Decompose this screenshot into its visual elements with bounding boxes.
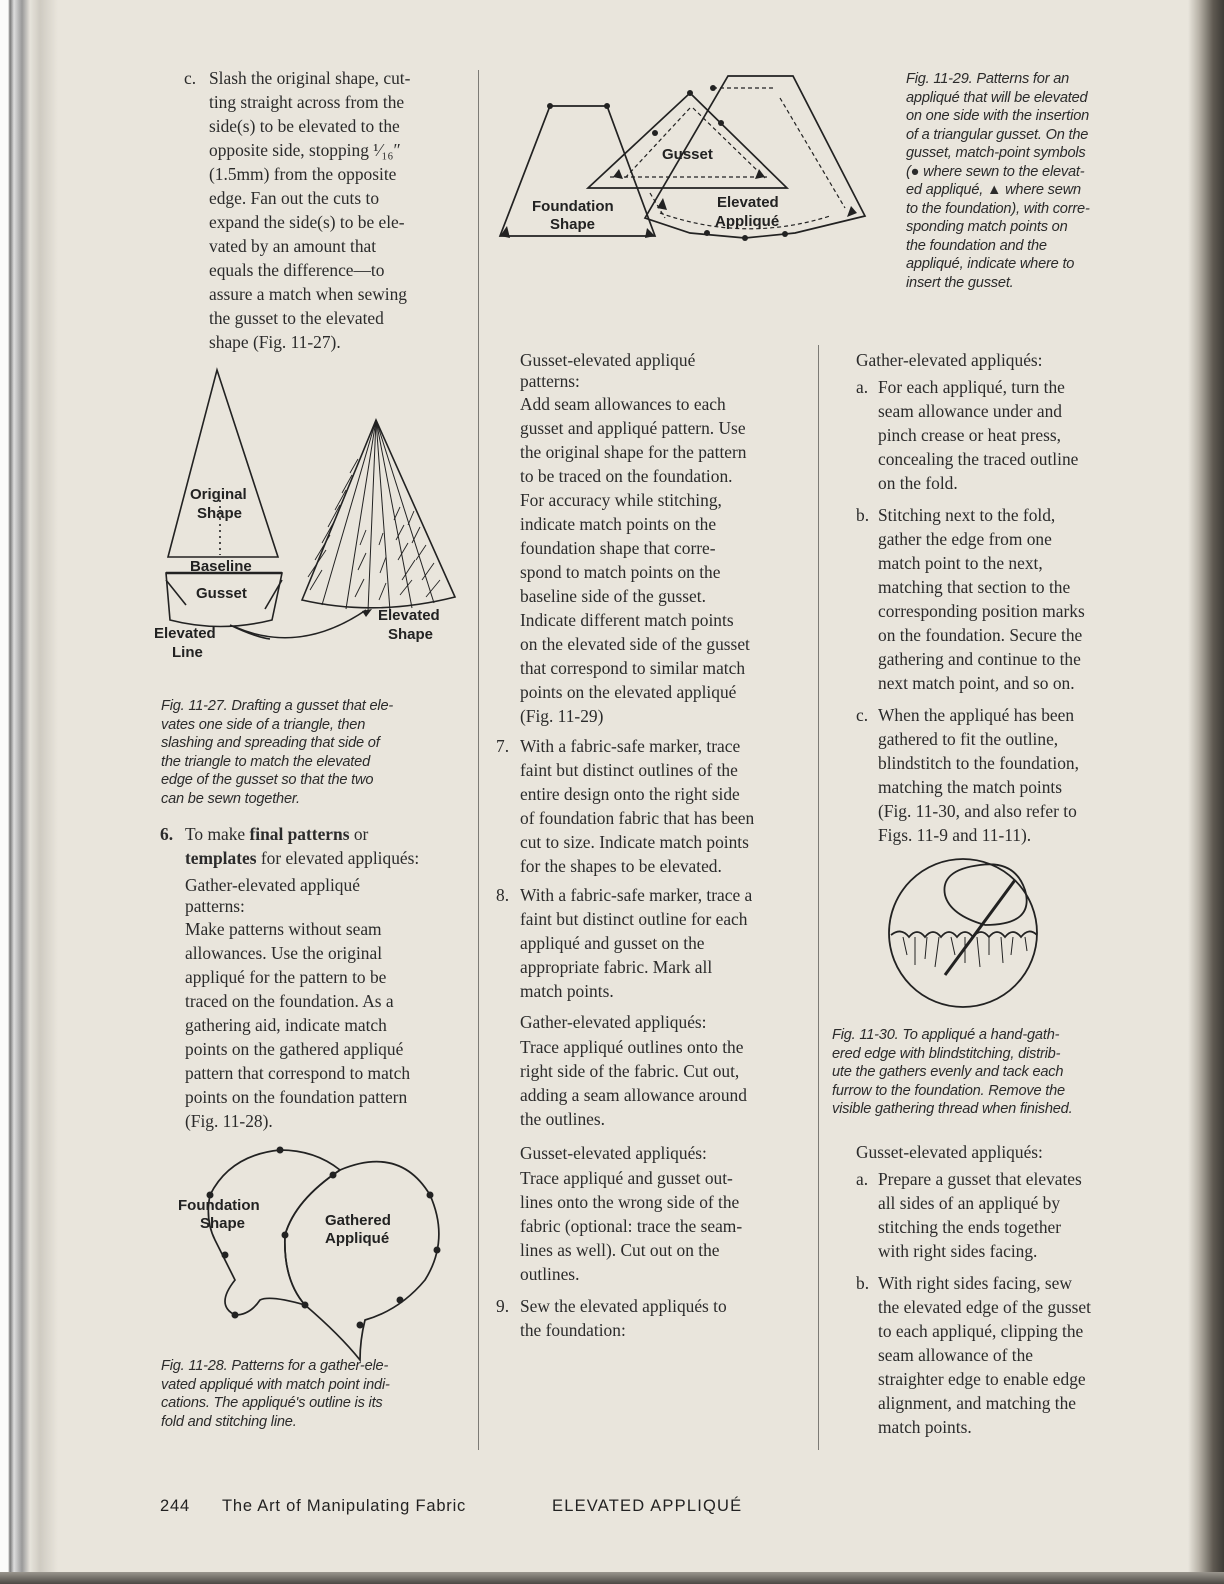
caption-line: ered edge with blindstitching, distrib- <box>832 1045 1061 1062</box>
subheading-gusset-patterns <box>520 350 805 392</box>
heading-line: Gusset-elevated appliqué <box>520 350 696 370</box>
caption-line: ed appliqué, ▲ where sewn <box>906 182 1081 198</box>
label-elevated-applique-2: Appliqué <box>715 213 780 230</box>
text-line: Figs. 11-9 and 11-11). <box>878 825 1032 845</box>
step-marker: a. <box>856 377 869 397</box>
text-line: the original shape for the pattern <box>520 442 747 462</box>
subheading-gusset-appliques: Gusset-elevated appliqués: <box>520 1143 707 1163</box>
label-gathered-applique-1: Gathered <box>325 1212 391 1229</box>
text-line: appliqué for the pattern to be <box>185 967 387 987</box>
text-line: ting straight across from the <box>209 92 405 112</box>
text-line: adding a seam allowance around <box>520 1085 747 1105</box>
gusset-section <box>856 1142 1146 1439</box>
text-line: Add seam allowances to each <box>520 394 726 414</box>
text-line: assure a match when sewing <box>209 284 407 304</box>
text-line: pattern that correspond to match <box>185 1063 411 1083</box>
text-line: vated by an amount that <box>209 236 377 256</box>
label-gusset: Gusset <box>662 146 713 163</box>
gather-step-a <box>856 375 1146 495</box>
text-line: match point to the next, <box>878 553 1043 573</box>
caption-line: Fig. 11-29. Patterns for an <box>906 71 1070 87</box>
gather-section <box>856 350 1146 847</box>
text-line: points on the foundation pattern <box>185 1087 408 1107</box>
text-span: or <box>349 824 369 844</box>
column-rule-2 <box>818 345 819 1450</box>
text-line: Indicate different match points <box>520 610 734 630</box>
text-line: outlines. <box>520 1264 580 1284</box>
text-line: all sides of an appliqué by <box>878 1193 1061 1213</box>
text-line: gathering and continue to the <box>878 649 1081 669</box>
label-elevated-applique-1: Elevated <box>717 194 779 211</box>
chapter-title: ELEVATED APPLIQUÉ <box>552 1497 743 1515</box>
step-6-intro-line-2 <box>185 846 470 870</box>
step-7-number: 7. <box>496 736 510 756</box>
label-foundation-shape-1: Foundation <box>532 198 614 215</box>
label-original-shape-1: Original <box>190 486 247 503</box>
figure-11-27 <box>150 365 470 665</box>
page-bottom-shadow <box>0 1572 1224 1584</box>
caption-fig-11-28 <box>161 1357 471 1431</box>
text-line: (Fig. 11-28). <box>185 1111 273 1131</box>
step-c-text <box>209 66 464 354</box>
step-marker: a. <box>856 1169 869 1189</box>
figure-11-29 <box>495 68 885 253</box>
text-line: spond to match points on the <box>520 562 721 582</box>
label-elevated-shape-1: Elevated <box>378 607 440 624</box>
text-line: Trace appliqué outlines onto the <box>520 1037 744 1057</box>
text-line: concealing the traced outline <box>878 449 1079 469</box>
column-rule-1 <box>478 70 479 1450</box>
caption-fig-11-29 <box>906 70 1156 292</box>
gusset-appliques-section <box>520 1143 805 1286</box>
text-line: seam allowance under and <box>878 401 1062 421</box>
applique-gathered-edge <box>891 931 1037 937</box>
text-line: baseline side of the gusset. <box>520 586 706 606</box>
text-line: Make patterns without seam <box>185 919 382 939</box>
text-line: side(s) to be elevated to the <box>209 116 400 136</box>
caption-line: Fig. 11-27. Drafting a gusset that ele- <box>161 698 394 714</box>
caption-fig-11-27 <box>161 697 471 808</box>
caption-line: the triangle to match the elevated <box>161 753 370 770</box>
text-line: points on the elevated appliqué <box>520 682 737 702</box>
text-line: for the shapes to be elevated. <box>520 856 722 876</box>
step-6-number: 6. <box>160 824 174 844</box>
text-line: straighter edge to enable edge <box>878 1369 1086 1389</box>
text-span: for elevated appliqués: <box>256 848 420 868</box>
label-gusset: Gusset <box>196 585 247 602</box>
text-line: on the elevated side of the gusset <box>520 634 750 654</box>
label-original-shape-2: Shape <box>197 505 243 522</box>
caption-line: fold and stitching line. <box>161 1413 297 1430</box>
step-6 <box>160 822 470 1133</box>
caption-line: can be sewn together. <box>161 790 300 807</box>
label-elevated-shape-2: Shape <box>388 626 434 643</box>
figure-11-28 <box>175 1140 455 1365</box>
text-line: faint but distinct outline for each <box>520 909 748 929</box>
caption-fig-11-30 <box>832 1026 1142 1119</box>
heading-line: patterns: <box>520 371 580 391</box>
text-line: on the foundation. Secure the <box>878 625 1083 645</box>
text-line: (Fig. 11-29) <box>520 706 604 726</box>
caption-line: slashing and spreading that side of <box>161 735 380 751</box>
text-line: faint but distinct outlines of the <box>520 760 738 780</box>
text-line: expand the side(s) to be ele- <box>209 212 405 232</box>
step-c <box>184 66 464 354</box>
caption-line: furrow to the foundation. Remove the <box>832 1082 1065 1099</box>
label-gathered-applique-2: Appliqué <box>325 1230 390 1247</box>
caption-line: Fig. 11-30. To appliqué a hand-gath- <box>832 1027 1060 1043</box>
heading-line: Gather-elevated appliqué <box>185 875 360 895</box>
label-baseline: Baseline <box>190 558 252 575</box>
text-bold: templates <box>185 848 257 868</box>
text-line: with right sides facing. <box>878 1241 1038 1261</box>
foundation-shape-outline <box>208 1150 340 1315</box>
text-line: gathering aid, indicate match <box>185 1015 387 1035</box>
text-span: To make <box>185 824 250 844</box>
text-line: on the fold. <box>878 473 958 493</box>
text-line: appliqué and gusset on the <box>520 933 705 953</box>
text-line: Sew the elevated appliqués to <box>520 1296 727 1316</box>
figure-11-30 <box>885 855 1045 1015</box>
text-line: match points. <box>520 981 614 1001</box>
subheading-gather-appliques: Gather-elevated appliqués: <box>856 350 1043 370</box>
text-line: seam allowance of the <box>878 1345 1033 1365</box>
text-line: to each appliqué, clipping the <box>878 1321 1084 1341</box>
text-line: shape (Fig. 11-27). <box>209 332 341 352</box>
step-9-number: 9. <box>496 1296 510 1316</box>
text-line: points on the gathered appliqué <box>185 1039 404 1059</box>
original-shape-triangle <box>168 370 278 557</box>
text-line: right side of the fabric. Cut out, <box>520 1061 740 1081</box>
gather-step-b <box>856 503 1146 695</box>
label-elevated-line-1: Elevated <box>154 625 216 642</box>
caption-line: visible gathering thread when finished. <box>832 1101 1073 1117</box>
gathered-applique-outline <box>285 1162 439 1360</box>
text-line: match points. <box>878 1417 972 1437</box>
heading-line: patterns: <box>185 896 245 916</box>
text-line: cut to size. Indicate match points <box>520 832 749 852</box>
text-line: matching that section to the <box>878 577 1071 597</box>
text-line: With right sides facing, sew <box>878 1273 1072 1293</box>
text-line: gathered to fit the outline, <box>878 729 1059 749</box>
step-8-number: 8. <box>496 885 510 905</box>
text-line: appropriate fabric. Mark all <box>520 957 713 977</box>
step-c-marker: c. <box>184 68 197 88</box>
step-marker: b. <box>856 505 870 525</box>
caption-line: appliqué, indicate where to <box>906 256 1075 272</box>
page-number: 244 <box>160 1497 190 1515</box>
caption-line: ute the gathers evenly and tack each <box>832 1064 1064 1080</box>
book-title: The Art of Manipulating Fabric <box>222 1497 467 1515</box>
text-line: next match point, and so on. <box>878 673 1075 693</box>
text-line: stitching the ends together <box>878 1217 1062 1237</box>
needle-thread-loop <box>944 864 1026 925</box>
text-line: (1.5mm) from the opposite <box>209 164 397 184</box>
caption-line: of a triangular gusset. On the <box>906 126 1089 143</box>
text-line: indicate match points on the <box>520 514 717 534</box>
text-line: matching the match points <box>878 777 1063 797</box>
text-line: gusset and appliqué pattern. Use <box>520 418 746 438</box>
caption-line: cations. The appliqué's outline is its <box>161 1395 383 1411</box>
caption-line: vated appliqué with match point indi- <box>161 1376 390 1393</box>
caption-line: Fig. 11-28. Patterns for a gather-ele- <box>161 1358 389 1374</box>
text-line: corresponding position marks <box>878 601 1085 621</box>
text-line: blindstitch to the foundation, <box>878 753 1079 773</box>
text-bold: final patterns <box>249 824 350 844</box>
text-line: traced on the foundation. As a <box>185 991 394 1011</box>
gather-step-c <box>856 703 1146 847</box>
text-line: entire design onto the right side <box>520 784 740 804</box>
step-marker: c. <box>856 705 869 725</box>
caption-line: (● where sewn to the elevat- <box>906 163 1085 180</box>
book-binding-shadow <box>0 0 58 1584</box>
text-line: the outlines. <box>520 1109 606 1129</box>
text-line: With a fabric-safe marker, trace a <box>520 885 753 905</box>
caption-line: sponding match points on <box>906 219 1068 235</box>
label-foundation-shape-1: Foundation <box>178 1197 260 1214</box>
caption-line: gusset, match-point symbols <box>906 145 1086 161</box>
text-line: the foundation: <box>520 1320 626 1340</box>
caption-line: to the foundation), with corre- <box>906 200 1090 217</box>
caption-line: edge of the gusset so that the two <box>161 772 374 788</box>
gather-appliques-section <box>520 1012 805 1131</box>
gusset-step-b <box>856 1271 1146 1439</box>
text-line: equals the difference—to <box>209 260 385 280</box>
page-edge-shadow <box>1188 0 1224 1584</box>
caption-line: appliqué that will be elevated <box>906 89 1088 106</box>
text-line: With a fabric-safe marker, trace <box>520 736 741 756</box>
text-line: pinch crease or heat press, <box>878 425 1062 445</box>
text-line: Stitching next to the fold, <box>878 505 1056 525</box>
label-foundation-shape-2: Shape <box>200 1215 246 1232</box>
text-line: Slash the original shape, cut- <box>209 68 411 88</box>
step-marker: b. <box>856 1273 870 1293</box>
gusset-step-a <box>856 1167 1146 1263</box>
text-line: gather the edge from one <box>878 529 1052 549</box>
text-line: the gusset to the elevated <box>209 308 384 328</box>
text-line: the elevated edge of the gusset <box>878 1297 1091 1317</box>
step-9 <box>496 1294 806 1342</box>
text-line: (Fig. 11-30, and also refer to <box>878 801 1077 821</box>
text-line: lines onto the wrong side of the <box>520 1192 740 1212</box>
text-line: Trace appliqué and gusset out- <box>520 1168 733 1188</box>
text-line: that correspond to similar match <box>520 658 746 678</box>
step-7 <box>496 734 806 878</box>
text-line: edge. Fan out the cuts to <box>209 188 380 208</box>
text-line: lines as well). Cut out on the <box>520 1240 720 1260</box>
text-line: For accuracy while stitching, <box>520 490 722 510</box>
step-6-intro-line-1 <box>185 822 470 846</box>
caption-line: on one side with the insertion <box>906 108 1090 124</box>
text-line: alignment, and matching the <box>878 1393 1077 1413</box>
caption-line: the foundation and the <box>906 237 1047 254</box>
text-line: allowances. Use the original <box>185 943 383 963</box>
caption-line: vates one side of a triangle, then <box>161 716 366 733</box>
subheading-gather-patterns <box>185 875 470 917</box>
text-line: to be traced on the foundation. <box>520 466 733 486</box>
text-line: For each appliqué, turn the <box>878 377 1065 397</box>
subheading-gusset-appliques: Gusset-elevated appliqués: <box>856 1142 1043 1162</box>
text-line: foundation shape that corre- <box>520 538 716 558</box>
text-line: Prepare a gusset that elevates <box>878 1169 1082 1189</box>
step-8 <box>496 883 806 1003</box>
caption-line: insert the gusset. <box>906 274 1014 291</box>
label-foundation-shape-2: Shape <box>550 216 596 233</box>
label-elevated-line-2: Line <box>172 644 203 661</box>
text-line: opposite side, stopping ¹⁄₁₆″ <box>209 140 401 160</box>
subheading-gather-appliques: Gather-elevated appliqués: <box>520 1012 707 1032</box>
text-line: fabric (optional: trace the seam- <box>520 1216 743 1236</box>
text-line: When the appliqué has been <box>878 705 1075 725</box>
text-line: of foundation fabric that has been <box>520 808 755 828</box>
gusset-patterns-section <box>520 350 805 728</box>
